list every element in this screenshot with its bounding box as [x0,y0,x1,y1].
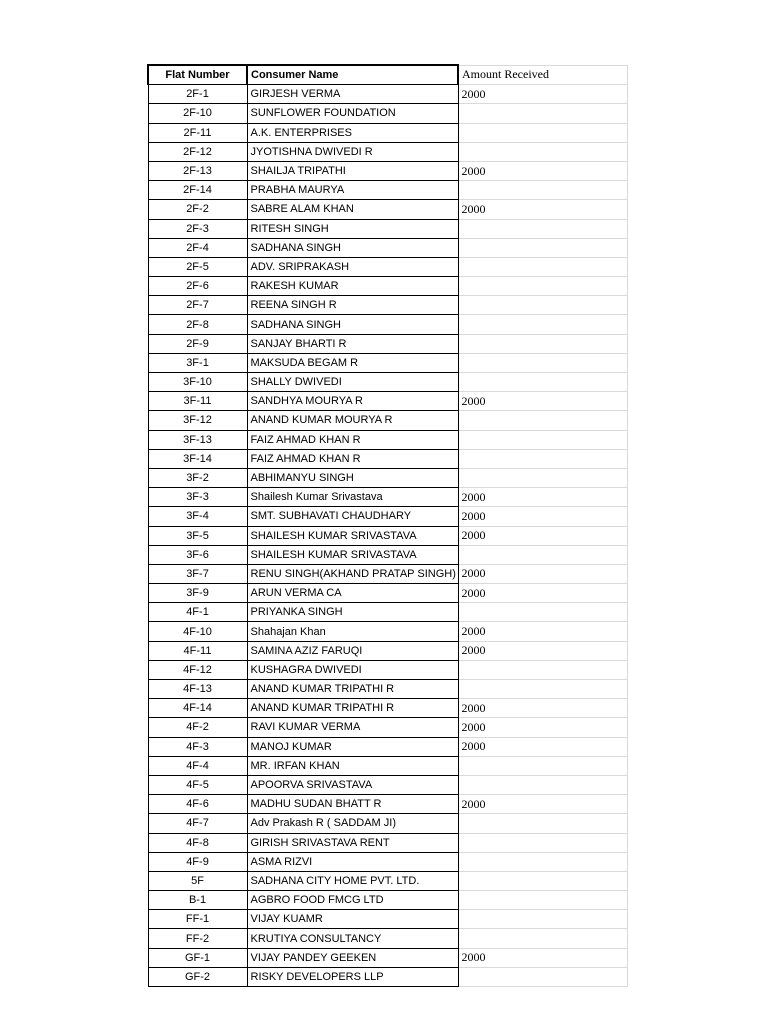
flat-number-cell: 4F-8 [148,833,247,852]
table-row [148,699,628,718]
amount-cell: 2000 [458,526,628,545]
consumer-name-cell: RENU SINGH(AKHAND PRATAP SINGH) [247,564,458,583]
flat-number-cell: 4F-5 [148,775,247,794]
flat-number-cell: GF-2 [148,967,247,986]
consumer-name-cell: PRABHA MAURYA [247,181,458,200]
flat-number-cell: B-1 [148,891,247,910]
amount-cell: 2000 [458,200,628,219]
consumer-name-cell: Shahajan Khan [247,622,458,641]
table-row [148,910,628,929]
table-row [148,622,628,641]
table-body [148,85,628,987]
consumer-name-cell: SUNFLOWER FOUNDATION [247,104,458,123]
amount-cell: 2000 [458,699,628,718]
amount-cell: 2000 [458,718,628,737]
header-amount-received: Amount Received [458,65,628,85]
flat-number-cell: 2F-13 [148,161,247,180]
flat-number-cell: 2F-11 [148,123,247,142]
flat-number-cell: 3F-11 [148,392,247,411]
flat-number-cell: 4F-2 [148,718,247,737]
consumer-name-cell: APOORVA SRIVASTAVA [247,775,458,794]
table-row [148,449,628,468]
amount-cell [458,929,628,948]
amount-cell [458,814,628,833]
table-row [148,392,628,411]
flat-number-cell: 2F-2 [148,200,247,219]
flat-number-cell: FF-2 [148,929,247,948]
table-row [148,545,628,564]
table-row [148,238,628,257]
amount-cell [458,967,628,986]
table-row [148,775,628,794]
amount-cell [458,277,628,296]
amount-cell [458,449,628,468]
amount-cell [458,123,628,142]
header-flat-number: Flat Number [148,65,247,85]
consumer-name-cell: JYOTISHNA DWIVEDI R [247,142,458,161]
table-row [148,123,628,142]
amount-cell: 2000 [458,564,628,583]
table-row [148,200,628,219]
table-row [148,85,628,104]
table-row [148,718,628,737]
flat-number-cell: 2F-14 [148,181,247,200]
table-row [148,526,628,545]
amount-cell: 2000 [458,948,628,967]
table-row [148,104,628,123]
consumer-name-cell: SABRE ALAM KHAN [247,200,458,219]
amount-cell [458,353,628,372]
consumer-name-cell: REENA SINGH R [247,296,458,315]
table-row [148,756,628,775]
flat-number-cell: 3F-10 [148,373,247,392]
flat-number-cell: 3F-6 [148,545,247,564]
amount-cell: 2000 [458,622,628,641]
header-row [148,65,628,85]
table-row [148,277,628,296]
table-row [148,507,628,526]
flat-number-cell: 2F-8 [148,315,247,334]
table-row [148,814,628,833]
consumer-name-cell: RAKESH KUMAR [247,277,458,296]
amount-cell [458,871,628,890]
table-row [148,161,628,180]
flat-number-cell: 3F-3 [148,488,247,507]
flat-number-cell: 2F-5 [148,257,247,276]
consumer-name-cell: SAMINA AZIZ FARUQI [247,641,458,660]
consumer-name-cell: SMT. SUBHAVATI CHAUDHARY [247,507,458,526]
amount-cell [458,852,628,871]
flat-number-cell: 2F-7 [148,296,247,315]
table-row [148,257,628,276]
flat-number-cell: 3F-14 [148,449,247,468]
flat-number-cell: 4F-13 [148,680,247,699]
flat-number-cell: 2F-12 [148,142,247,161]
table-row [148,929,628,948]
flat-number-cell: 4F-11 [148,641,247,660]
amount-cell [458,104,628,123]
amount-cell [458,238,628,257]
flat-number-cell: 4F-14 [148,699,247,718]
consumer-name-cell: PRIYANKA SINGH [247,603,458,622]
amount-cell [458,891,628,910]
amount-cell: 2000 [458,641,628,660]
amount-cell [458,468,628,487]
consumer-name-cell: ASMA RIZVI [247,852,458,871]
flat-number-cell: 2F-9 [148,334,247,353]
amount-cell [458,910,628,929]
table-row [148,967,628,986]
consumer-name-cell: SADHANA SINGH [247,315,458,334]
table-row [148,660,628,679]
flat-number-cell: 4F-1 [148,603,247,622]
table-row [148,219,628,238]
consumer-name-cell: SANJAY BHARTI R [247,334,458,353]
consumer-name-cell: Shailesh Kumar Srivastava [247,488,458,507]
flat-number-cell: 2F-4 [148,238,247,257]
flat-number-cell: 2F-6 [148,277,247,296]
flat-number-cell: FF-1 [148,910,247,929]
table-row [148,564,628,583]
consumer-name-cell: SHAILESH KUMAR SRIVASTAVA [247,545,458,564]
table-row [148,468,628,487]
table-row [148,584,628,603]
amount-cell [458,660,628,679]
consumer-name-cell: KRUTIYA CONSULTANCY [247,929,458,948]
consumer-name-cell: AGBRO FOOD FMCG LTD [247,891,458,910]
table-row [148,430,628,449]
consumer-name-cell: ARUN VERMA CA [247,584,458,603]
amount-cell: 2000 [458,507,628,526]
consumer-name-cell: Adv Prakash R ( SADDAM JI) [247,814,458,833]
flat-number-cell: 4F-3 [148,737,247,756]
table-row [148,315,628,334]
amount-cell [458,257,628,276]
table-row [148,948,628,967]
flat-number-cell: 4F-6 [148,795,247,814]
flat-number-cell: 3F-13 [148,430,247,449]
consumer-name-cell: RISKY DEVELOPERS LLP [247,967,458,986]
consumer-name-cell: SHAILESH KUMAR SRIVASTAVA [247,526,458,545]
amount-cell [458,545,628,564]
amount-cell [458,411,628,430]
flat-number-cell: 3F-5 [148,526,247,545]
table-row [148,334,628,353]
consumer-name-cell: GIRISH SRIVASTAVA RENT [247,833,458,852]
consumer-name-cell: ABHIMANYU SINGH [247,468,458,487]
consumer-name-cell: SADHANA CITY HOME PVT. LTD. [247,871,458,890]
consumer-name-cell: MR. IRFAN KHAN [247,756,458,775]
consumer-name-cell: GIRJESH VERMA [247,85,458,104]
consumer-name-cell: ANAND KUMAR MOURYA R [247,411,458,430]
consumer-name-cell: RITESH SINGH [247,219,458,238]
table-row [148,833,628,852]
amount-cell: 2000 [458,584,628,603]
table-row [148,737,628,756]
consumer-name-cell: RAVI KUMAR VERMA [247,718,458,737]
consumer-name-cell: A.K. ENTERPRISES [247,123,458,142]
table-row [148,181,628,200]
amount-cell [458,142,628,161]
consumer-name-cell: SADHANA SINGH [247,238,458,257]
flat-number-cell: 5F [148,871,247,890]
table-row [148,373,628,392]
consumer-name-cell: VIJAY PANDEY GEEKEN [247,948,458,967]
amount-cell [458,775,628,794]
table-row [148,680,628,699]
table-row [148,488,628,507]
consumer-name-cell: MAKSUDA BEGAM R [247,353,458,372]
amount-cell [458,334,628,353]
amount-cell [458,181,628,200]
flat-number-cell: 3F-1 [148,353,247,372]
amount-cell: 2000 [458,488,628,507]
consumer-name-cell: ADV. SRIPRAKASH [247,257,458,276]
table-row [148,603,628,622]
table-row [148,641,628,660]
flat-number-cell: 3F-7 [148,564,247,583]
consumer-name-cell: MANOJ KUMAR [247,737,458,756]
amount-cell [458,315,628,334]
flat-number-cell: 2F-10 [148,104,247,123]
flat-number-cell: 4F-4 [148,756,247,775]
table-row [148,871,628,890]
flat-number-cell: 2F-3 [148,219,247,238]
table-row [148,296,628,315]
amount-cell [458,430,628,449]
consumer-name-cell: FAIZ AHMAD KHAN R [247,449,458,468]
amount-cell [458,833,628,852]
amount-cell [458,756,628,775]
flat-number-cell: 3F-9 [148,584,247,603]
flat-number-cell: 2F-1 [148,85,247,104]
flat-number-cell: 4F-12 [148,660,247,679]
amount-cell [458,219,628,238]
amount-cell [458,296,628,315]
flat-number-cell: 3F-12 [148,411,247,430]
consumer-name-cell: VIJAY KUAMR [247,910,458,929]
table-row [148,411,628,430]
header-consumer-name: Consumer Name [247,65,458,85]
flat-number-cell: 4F-10 [148,622,247,641]
consumer-name-cell: ANAND KUMAR TRIPATHI R [247,680,458,699]
flat-number-cell: 3F-4 [148,507,247,526]
amount-cell [458,603,628,622]
flat-number-cell: 3F-2 [148,468,247,487]
flat-number-cell: 4F-9 [148,852,247,871]
table-row [148,795,628,814]
amount-cell [458,373,628,392]
consumer-name-cell: ANAND KUMAR TRIPATHI R [247,699,458,718]
consumer-name-cell: MADHU SUDAN BHATT R [247,795,458,814]
consumer-table [147,64,628,987]
consumer-name-cell: KUSHAGRA DWIVEDI [247,660,458,679]
table-row [148,891,628,910]
spreadsheet [147,64,628,987]
table-row [148,142,628,161]
consumer-name-cell: SHAILJA TRIPATHI [247,161,458,180]
consumer-name-cell: SANDHYA MOURYA R [247,392,458,411]
amount-cell [458,680,628,699]
amount-cell: 2000 [458,85,628,104]
consumer-name-cell: SHALLY DWIVEDI [247,373,458,392]
table-row [148,852,628,871]
amount-cell: 2000 [458,161,628,180]
consumer-name-cell: FAIZ AHMAD KHAN R [247,430,458,449]
flat-number-cell: GF-1 [148,948,247,967]
amount-cell: 2000 [458,795,628,814]
amount-cell: 2000 [458,737,628,756]
table-row [148,353,628,372]
flat-number-cell: 4F-7 [148,814,247,833]
amount-cell: 2000 [458,392,628,411]
